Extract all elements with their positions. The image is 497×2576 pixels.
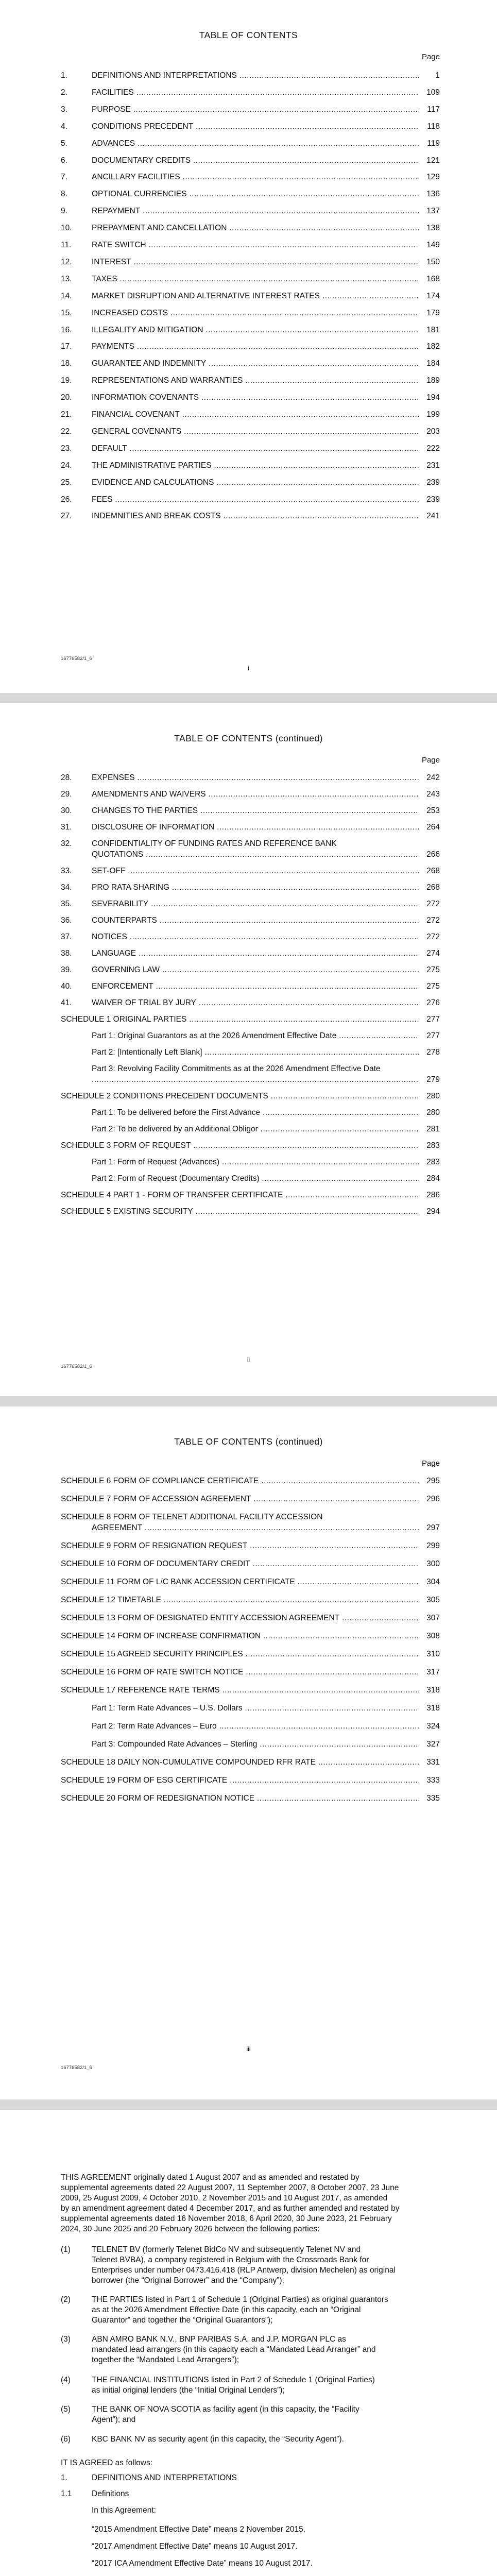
toc-entry-number: 20. [61, 393, 72, 402]
toc-title: TABLE OF CONTENTS [199, 30, 298, 40]
toc-entry-title: PREPAYMENT AND CANCELLATION ..... [92, 223, 419, 233]
party-number: (2) [61, 2295, 71, 2304]
party-text [92, 2245, 440, 2286]
toc-entry-page: 284 [426, 1174, 440, 1183]
toc-entry-page: 317 [426, 1668, 440, 1676]
party-number: (6) [61, 2435, 71, 2444]
toc-entry-title: EVIDENCE AND CALCULATIONS ..... [92, 478, 419, 488]
toc-entry-page: 268 [426, 867, 440, 875]
party-line: THE BANK OF NOVA SCOTIA as facility agent (in this capacity, the “Facility [92, 2405, 359, 2414]
toc-entry-number: 12. [61, 257, 72, 266]
page-number: iii [246, 2045, 251, 2053]
toc-entry-page: 327 [426, 1740, 440, 1749]
toc-entry-page: 199 [426, 410, 440, 419]
toc-entry-number: 8. [61, 190, 67, 199]
toc-entry-title: ANCILLARY FACILITIES ..... [92, 172, 419, 182]
toc-entry-title: OPTIONAL CURRENCIES ..... [92, 189, 419, 199]
toc-entry-number: 14. [61, 291, 72, 300]
toc-entry-title: ILLEGALITY AND MITIGATION ..... [92, 325, 419, 335]
toc-entry-title: Part 1: Term Rate Advances – U.S. Dollars ..... [92, 1703, 419, 1714]
toc-entry-number: 3. [61, 105, 67, 114]
definition-item: “2017 Amendment Effective Date” means 10 August 2017. [92, 2542, 298, 2551]
party-number: (4) [61, 2376, 71, 2384]
page-number: i [248, 665, 249, 672]
toc-entry-page: 277 [426, 1031, 440, 1040]
toc-entry-page: 324 [426, 1722, 440, 1731]
agreement-page-1 [0, 2110, 497, 2576]
toc-entry-page: 182 [426, 342, 440, 351]
toc-entry-title: SCHEDULE 6 FORM OF COMPLIANCE CERTIFICATE ..... [61, 1476, 419, 1486]
toc-entry-page: 268 [426, 883, 440, 892]
party-line: TELENET BV (formerly Telenet BidCo NV and subsequently Telenet NV and [92, 2245, 361, 2254]
toc-entry-page: 129 [426, 173, 440, 182]
toc-entry-title: DISCLOSURE OF INFORMATION ..... [92, 822, 419, 833]
intro-line: supplemental agreements dated 22 August 2007, 11 September 2007, 8 October 2007, 23 June [61, 2183, 399, 2192]
toc-entry[interactable] [61, 1064, 440, 1086]
toc-entry-title: SCHEDULE 1 ORIGINAL PARTIES ..... [61, 1014, 419, 1025]
toc-entry-number: 4. [61, 122, 67, 131]
toc-entry-number: 5. [61, 139, 67, 148]
toc-title: TABLE OF CONTENTS (continued) [174, 1436, 323, 1447]
toc-entry-page: 184 [426, 359, 440, 368]
party-line: as at the 2026 Amendment Effective Date (in this capacity, each an “Original [92, 2306, 361, 2314]
toc-entry-title: AMENDMENTS AND WAIVERS ..... [92, 789, 419, 800]
toc-entry-title: DOCUMENTARY CREDITS ..... [92, 156, 419, 166]
toc-entry-title: PRO RATA SHARING ..... [92, 883, 419, 893]
toc-entry-number: 7. [61, 173, 67, 182]
toc-entry-page: 138 [426, 224, 440, 233]
toc-entry-title: FINANCIAL COVENANT ..... [92, 410, 419, 420]
party-number: (5) [61, 2405, 71, 2414]
party-number: (3) [61, 2335, 71, 2344]
toc-entry-title: CHANGES TO THE PARTIES ..... [92, 806, 419, 816]
toc-entry-number: 13. [61, 274, 72, 283]
toc-entry-page: 117 [427, 105, 440, 114]
toc-entry-page: 335 [426, 1794, 440, 1803]
party-line: Agent”); and [92, 2415, 136, 2424]
clause-number: 1. [61, 2473, 67, 2482]
toc-entry-title: MARKET DISRUPTION AND ALTERNATIVE INTEREST RATES ..... [92, 291, 419, 301]
toc-entry-page: 181 [426, 325, 440, 334]
toc-entry-title: EXPENSES ..... [92, 773, 419, 783]
toc-entry-page: 1 [435, 71, 440, 80]
toc-entry-page: 272 [426, 900, 440, 908]
party-text [92, 2295, 440, 2326]
toc-entry-page: 283 [426, 1141, 440, 1150]
toc-entry-title: Part 2: To be delivered by an Additional Obligor ..... [92, 1124, 419, 1134]
toc-entry-title: NOTICES ..... [92, 932, 419, 942]
toc-entry-title: Part 1: To be delivered before the First Advance ..... [92, 1108, 419, 1118]
toc-entry-page: 286 [426, 1191, 440, 1199]
toc-entry-page: 137 [426, 207, 440, 216]
toc-entry-title: SCHEDULE 5 EXISTING SECURITY ..... [61, 1207, 419, 1217]
toc-entry-number: 23. [61, 444, 72, 453]
toc-entry-number: 33. [61, 867, 72, 875]
toc-entry-page: 295 [426, 1477, 440, 1485]
toc-entry-title: THE ADMINISTRATIVE PARTIES ..... [92, 461, 419, 471]
toc-entry-title: PURPOSE ..... [92, 105, 419, 115]
toc-entry-number: 26. [61, 495, 72, 504]
toc-entry-number: 25. [61, 478, 72, 487]
toc-entry[interactable] [61, 1512, 440, 1534]
toc-entry-page: 222 [426, 444, 440, 453]
toc-entry-title: DEFINITIONS AND INTERPRETATIONS ..... [92, 71, 419, 81]
toc-entry-page: 304 [426, 1578, 440, 1586]
party-line: mandated lead arrangers (in this capacity each a “Mandated Lead Arranger” and [92, 2345, 376, 2354]
toc-entry-page: 189 [426, 376, 440, 385]
toc-entry-page: 174 [426, 291, 440, 300]
toc-entry-page: 281 [426, 1125, 440, 1133]
intro-line: THIS AGREEMENT originally dated 1 August 2007 and as amended and restated by [61, 2173, 359, 2182]
toc-entry-title: SCHEDULE 10 FORM OF DOCUMENTARY CREDIT ..... [61, 1559, 419, 1569]
toc-entry-title: SCHEDULE 13 FORM OF DESIGNATED ENTITY ACCESSION AGREEMENT ..... [61, 1613, 419, 1623]
toc-entry-page: 299 [426, 1541, 440, 1550]
toc-entry-page: 121 [426, 156, 440, 165]
toc-entry-page: 243 [426, 790, 440, 799]
toc-entry-title: SCHEDULE 3 FORM OF REQUEST ..... [61, 1141, 419, 1151]
toc-entry-title: GENERAL COVENANTS ..... [92, 427, 419, 437]
party-text [92, 2404, 440, 2425]
toc-entry-number: 24. [61, 461, 72, 470]
toc-entry-title: SCHEDULE 9 FORM OF RESIGNATION REQUEST ..... [61, 1541, 419, 1551]
definition-item: “2017 ICA Amendment Effective Date” means 10 August 2017. [92, 2559, 313, 2568]
toc-entry-page: 280 [426, 1108, 440, 1117]
toc-entry-page: 318 [426, 1704, 440, 1713]
toc-entry-page: 272 [426, 916, 440, 925]
party-line: ABN AMRO BANK N.V., BNP PARIBAS S.A. and J.P. MORGAN PLC as [92, 2335, 346, 2344]
toc-entry-page: 203 [426, 427, 440, 436]
toc-entry-page: 333 [426, 1776, 440, 1785]
toc-entry-page: 239 [426, 478, 440, 487]
toc-entry-title: SCHEDULE 14 FORM OF INCREASE CONFIRMATION ..... [61, 1631, 419, 1641]
toc-entry-title: AGREEMENT ..... [92, 1523, 419, 1533]
toc-entry-number: 27. [61, 512, 72, 521]
toc-entry-title: Part 3: Compounded Rate Advances – Sterling ..... [92, 1739, 419, 1750]
toc-entry-title: SCHEDULE 4 PART 1 - FORM OF TRANSFER CERTIFICATE ..... [61, 1190, 419, 1200]
toc-entry-title: SEVERABILITY ..... [92, 899, 419, 909]
intro-line: supplemental agreements dated 16 November 2018, 6 April 2020, 30 June 2023, 21 February [61, 2214, 392, 2223]
toc-entry-title: SCHEDULE 18 DAILY NON-CUMULATIVE COMPOUNDED RFR RATE ..... [61, 1757, 419, 1768]
party-line: together the “Mandated Lead Arrangers”); [92, 2355, 239, 2364]
toc-entry-page: 264 [426, 823, 440, 832]
toc-entry-number: 17. [61, 342, 72, 351]
toc-entry-page: 275 [426, 982, 440, 991]
toc-entry-page: 296 [426, 1495, 440, 1503]
party-line: Telenet BVBA), a company registered in Belgium with the Crossroads Bank for [92, 2256, 369, 2264]
toc-entry-page: 272 [426, 933, 440, 941]
toc-entry-page: 331 [426, 1758, 440, 1767]
toc-entry-title: ADVANCES ..... [92, 139, 419, 149]
toc-entry-page: 308 [426, 1632, 440, 1640]
toc-entry-title: Part 1: Form of Request (Advances) ..... [92, 1157, 419, 1167]
toc-entry-title-line1: CONFIDENTIALITY OF FUNDING RATES AND REFERENCE BANK [92, 839, 337, 848]
toc-entry-title: SCHEDULE 16 FORM OF RATE SWITCH NOTICE ..... [61, 1667, 419, 1677]
toc-entry-title: INTEREST ..... [92, 257, 419, 267]
toc-entry-title: SCHEDULE 20 FORM OF REDESIGNATION NOTICE ..... [61, 1793, 419, 1804]
party-line: THE PARTIES listed in Part 1 of Schedule 1 (Original Parties) as original guarantors [92, 2295, 388, 2304]
party-line: THE FINANCIAL INSTITUTIONS listed in Part 2 of Schedule 1 (Original Parties) [92, 2376, 375, 2384]
toc-entry-page: 242 [426, 773, 440, 782]
toc-entry-number: 1. [61, 71, 67, 80]
toc-entry-number: 39. [61, 965, 72, 974]
toc-entry-number: 16. [61, 325, 72, 334]
doc-ref: 16776582/1_6 [61, 2065, 92, 2071]
toc-entry-number: 35. [61, 900, 72, 908]
toc-entry-title: GOVERNING LAW ..... [92, 965, 419, 975]
toc-entry-number: 40. [61, 982, 72, 991]
toc-entry-number: 10. [61, 224, 72, 233]
toc-entry-title: DEFAULT ..... [92, 444, 419, 454]
toc-entry-title: Part 2: Form of Request (Documentary Credits) ..... [92, 1174, 419, 1184]
toc-entry-number: 34. [61, 883, 72, 892]
party-line: borrower (the “Original Borrower” and the “Company”); [92, 2276, 284, 2285]
toc-entry[interactable] [61, 839, 440, 860]
toc-entry-title: SCHEDULE 7 FORM OF ACCESSION AGREEMENT ..... [61, 1494, 419, 1504]
page-number: ii [247, 1356, 250, 1363]
toc-entry-title: FEES ..... [92, 495, 419, 505]
toc-entry-page: 136 [426, 190, 440, 199]
toc-entry-number: 28. [61, 773, 72, 782]
toc-entry-title: PAYMENTS ..... [92, 342, 419, 352]
toc-entry-title: REPRESENTATIONS AND WARRANTIES ..... [92, 376, 419, 386]
toc-entry-page: 266 [426, 850, 440, 859]
toc-entry-title: SCHEDULE 15 AGREED SECURITY PRINCIPLES ..... [61, 1649, 419, 1659]
intro-line: 2009, 25 August 2009, 4 October 2010, 2 November 2015 and 10 August 2017, as amended [61, 2194, 388, 2202]
toc-entry-page: 194 [426, 393, 440, 402]
toc-entry-page: 149 [426, 241, 440, 249]
toc-entry-number: 6. [61, 156, 67, 165]
toc-entry-title: SCHEDULE 2 CONDITIONS PRECEDENT DOCUMENTS ..... [61, 1091, 419, 1101]
toc-entry-page: 278 [426, 1048, 440, 1057]
toc-page-2 [0, 703, 497, 1396]
toc-entry-page: 307 [426, 1614, 440, 1622]
doc-ref: 16776582/1_6 [61, 1364, 92, 1369]
toc-entry-page: 118 [427, 122, 440, 131]
toc-entry-number: 30. [61, 806, 72, 815]
clause-title: DEFINITIONS AND INTERPRETATIONS [92, 2473, 237, 2482]
toc-page-3 [0, 1406, 497, 2099]
toc-entry-number: 37. [61, 933, 72, 941]
toc-entry-title: SCHEDULE 11 FORM OF L/C BANK ACCESSION CERTIFICATE ..... [61, 1577, 419, 1587]
toc-entry-number: 11. [61, 241, 72, 249]
toc-entry-title: INCREASED COSTS ..... [92, 308, 419, 318]
page-column-heading: Page [421, 53, 440, 61]
toc-entry-page: 253 [426, 806, 440, 815]
subclause-title: Definitions [92, 2489, 129, 2498]
toc-entry-title-line1: SCHEDULE 8 FORM OF TELENET ADDITIONAL FACILITY ACCESSION [61, 1513, 323, 1521]
party-line: Guarantor” and together the “Original Guarantors”); [92, 2316, 273, 2325]
party-text [92, 2434, 440, 2445]
toc-entry-title: WAIVER OF TRIAL BY JURY ..... [92, 998, 419, 1008]
toc-entry-page: 168 [426, 274, 440, 283]
agreed-heading: IT IS AGREED as follows: [61, 2459, 153, 2467]
intro-line: by an amendment agreement dated 4 December 2017, and as further amended and restated by [61, 2204, 400, 2213]
toc-entry-number: 2. [61, 88, 67, 97]
toc-entry-page: 280 [426, 1092, 440, 1100]
toc-entry-title: SET-OFF ..... [92, 866, 419, 876]
toc-entry-title: Part 2: [Intentionally Left Blank] ..... [92, 1047, 419, 1058]
toc-entry-title: COUNTERPARTS ..... [92, 916, 419, 926]
toc-entry-page: 241 [426, 512, 440, 521]
toc-entry-page: 279 [426, 1075, 440, 1084]
toc-entry-page: 275 [426, 965, 440, 974]
toc-entry-title: INFORMATION COVENANTS ..... [92, 393, 419, 403]
toc-entry-title: SCHEDULE 17 REFERENCE RATE TERMS ..... [61, 1685, 419, 1696]
toc-entry-title: Part 2: Term Rate Advances – Euro ..... [92, 1721, 419, 1732]
toc-entry-page: 119 [427, 139, 440, 148]
toc-entry-title: SCHEDULE 19 FORM OF ESG CERTIFICATE ..... [61, 1775, 419, 1786]
subclause-number: 1.1 [61, 2489, 72, 2498]
definition-item: “2015 Amendment Effective Date” means 2 November 2015. [92, 2525, 305, 2534]
toc-entry-page: 283 [426, 1158, 440, 1166]
party-line: Enterprises under number 0473.416.418 (RLP Antwerp, division Mechelen) as original [92, 2266, 396, 2275]
toc-entry-title: RATE SWITCH ..... [92, 240, 419, 250]
toc-entry-page: 109 [426, 88, 440, 97]
toc-entry-number: 38. [61, 949, 72, 958]
party-line: KBC BANK NV as security agent (in this capacity, the “Security Agent”). [92, 2435, 344, 2444]
toc-entry-title-line1: Part 3: Revolving Facility Commitments as at the 2026 Amendment Effective Date [92, 1064, 381, 1073]
toc-entry-page: 239 [426, 495, 440, 504]
toc-entry-number: 15. [61, 308, 72, 317]
toc-entry-title: INDEMNITIES AND BREAK COSTS ..... [92, 511, 419, 521]
toc-entry-title: ENFORCEMENT ..... [92, 981, 419, 992]
in-this-agreement: In this Agreement: [92, 2506, 156, 2515]
toc-entry-page: 294 [426, 1207, 440, 1216]
party-text [92, 2334, 440, 2365]
intro-line: 2024, 30 June 2025 and 20 February 2026 between the following parties: [61, 2225, 320, 2233]
toc-entry-page: 297 [426, 1523, 440, 1532]
toc-entry-page: 305 [426, 1596, 440, 1604]
toc-entry-title: QUOTATIONS ..... [92, 850, 419, 860]
toc-entry-page: 310 [426, 1650, 440, 1658]
toc-entry-number: 19. [61, 376, 72, 385]
toc-entry-page: 274 [426, 949, 440, 958]
party-number: (1) [61, 2245, 71, 2254]
toc-entry-title: SCHEDULE 12 TIMETABLE ..... [61, 1595, 419, 1605]
toc-entry-number: 31. [61, 823, 72, 832]
toc-title: TABLE OF CONTENTS (continued) [174, 733, 323, 743]
party-text [92, 2375, 440, 2396]
toc-entry-page: 318 [426, 1686, 440, 1694]
toc-entry-title: FACILITIES ..... [92, 88, 419, 98]
toc-entry-page: 300 [426, 1560, 440, 1568]
toc-entry-number: 29. [61, 790, 72, 799]
toc-entry-number: 21. [61, 410, 72, 419]
toc-page-1 [0, 0, 497, 693]
toc-entry-page: 276 [426, 998, 440, 1007]
toc-entry-title: LANGUAGE ..... [92, 948, 419, 959]
toc-entry-title: REPAYMENT ..... [92, 206, 419, 216]
toc-entry-number: 18. [61, 359, 72, 368]
toc-entry-page: 179 [426, 308, 440, 317]
toc-entry-number: 32. [61, 839, 72, 848]
toc-entry-number: 9. [61, 207, 67, 216]
toc-entry-page: 231 [426, 461, 440, 470]
toc-entry-number: 36. [61, 916, 72, 925]
toc-entry-title: CONDITIONS PRECEDENT ..... [92, 122, 419, 132]
toc-entry-page: 150 [426, 257, 440, 266]
toc-entry-title: Part 1: Original Guarantors as at the 2026 Amendment Effective Date ..... [92, 1031, 419, 1041]
page-column-heading: Page [421, 1459, 440, 1468]
page-column-heading: Page [421, 756, 440, 765]
toc-entry-number: 22. [61, 427, 72, 436]
toc-entry-title: GUARANTEE AND INDEMNITY ..... [92, 359, 419, 369]
toc-entry-number: 41. [61, 998, 72, 1007]
toc-entry-title: TAXES ..... [92, 274, 419, 284]
doc-ref: 16776582/1_6 [61, 656, 92, 662]
toc-entry-page: 277 [426, 1015, 440, 1024]
agreement-intro [61, 2173, 440, 2234]
toc-entry-title [92, 1075, 419, 1085]
party-line: as initial original lenders (the “Initial Original Lenders”); [92, 2386, 285, 2395]
